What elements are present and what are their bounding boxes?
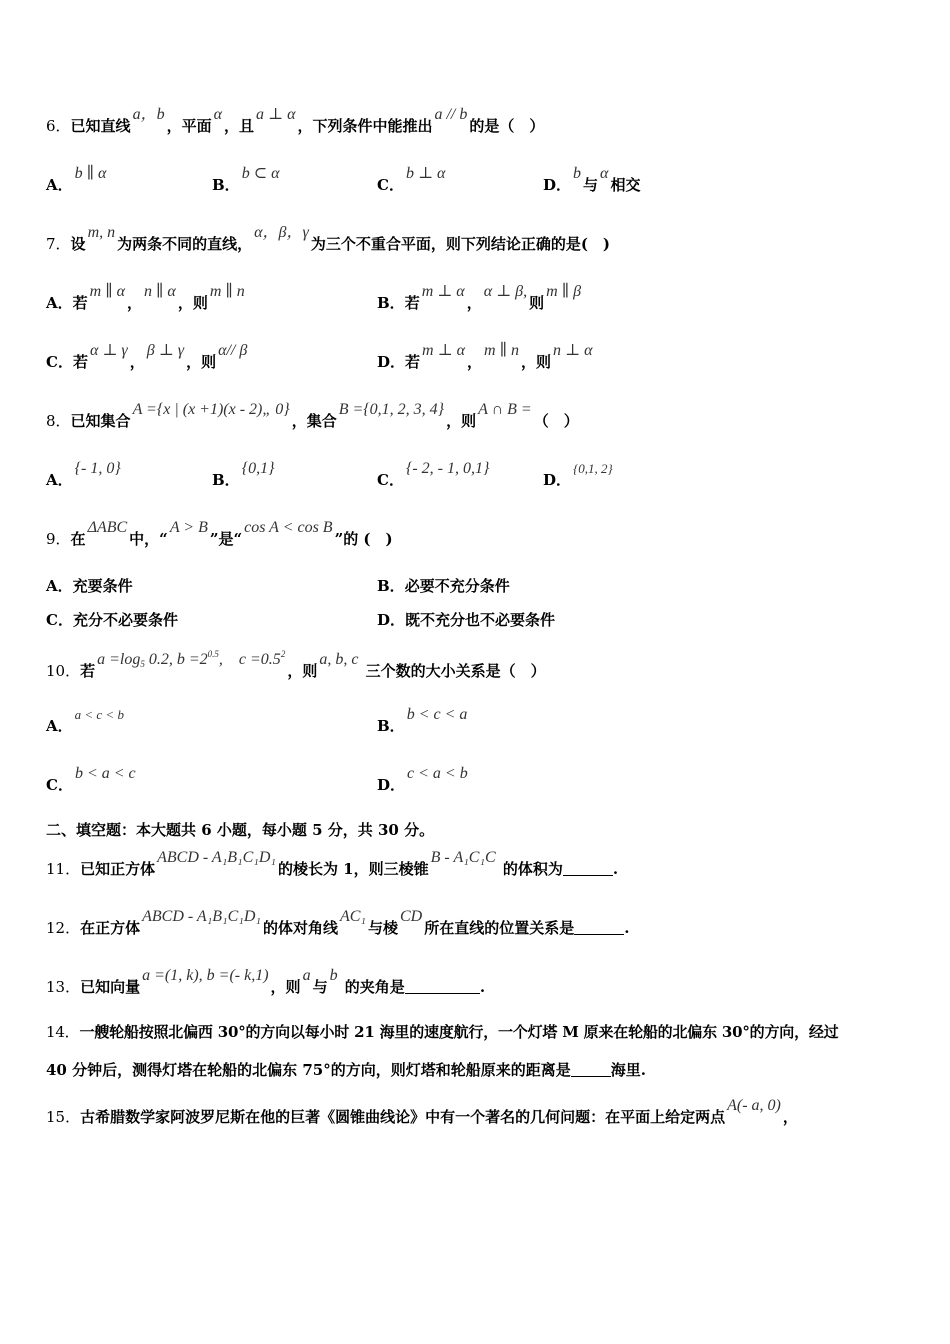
section-heading: 二、填空题：本大题共 6 小题，每小题 5 分，共 30 分。: [46, 821, 435, 839]
answer-blank[interactable]: [574, 920, 624, 935]
question-8: 8．已知集合A ={x | (x +1)(x - 2)„ 0}，集合B ={0,1, 2, 3, 4}，则A ∩ B =（ ）: [46, 401, 579, 430]
question-6: 6．已知直线a，b，平面α，且a ⊥ α，下列条件中能推出a // b的是（ ）: [46, 106, 545, 135]
question-10: 10．若$a =\log_5$ 0.2, $b =2^{0.5}$, $c =0.5^2$，则a, b, c 三个数的大小关系是（ ）: [46, 649, 546, 680]
q7-option-d: D．若m ⊥ α，m ∥ n，则n ⊥ α: [377, 342, 593, 371]
question-13: 13．已知向量a =(1, k), b =(- k,1)，则a与b 的夹角是 .: [46, 967, 486, 996]
q9-option-d: D．既不充分也不必要条件: [377, 611, 556, 629]
answer-blank[interactable]: [405, 979, 480, 994]
question-14-line-1: 14．一艘轮船按照北偏西 30°的方向以每小时 21 海里的速度航行，一个灯塔 M 原来在轮船的北偏东 30°的方向，经过: [46, 1023, 839, 1041]
q10-option-a: A．a < c < b: [46, 707, 124, 735]
math: a ⊥ α: [256, 106, 296, 123]
question-12: 12．在正方体ABCD - A₁B₁C₁D₁的体对角线AC₁与棱CD所在直线的位置关系是 .: [46, 908, 630, 937]
q6-option-a: A．b ∥ α: [46, 165, 107, 194]
question-9: 9．在ΔABC中，“A > B”是“cos A < cos B”的 ( ): [46, 519, 393, 548]
q9-option-a: A．充要条件: [46, 577, 133, 595]
q8-option-d: D．{0,1, 2}: [543, 461, 613, 489]
q10-option-b: B．b < c < a: [377, 706, 468, 735]
q8-option-c: C．{- 2, - 1, 0,1}: [377, 460, 490, 489]
math: α: [213, 106, 222, 123]
math: a，b: [132, 106, 165, 123]
q7-option-b: B．若m ⊥ α，α ⊥ β,则m ∥ β: [377, 283, 582, 312]
math: a // b: [434, 106, 468, 123]
q10-option-d: D．c < a < b: [377, 765, 468, 794]
q9-option-c: C．充分不必要条件: [46, 611, 178, 629]
q6-option-b: B．b ⊂ α: [212, 165, 280, 194]
question-number: 6．: [46, 117, 71, 135]
answer-blank[interactable]: [563, 861, 613, 876]
answer-blank[interactable]: [571, 1062, 611, 1077]
q8-option-b: B．{0,1}: [212, 460, 275, 489]
question-15: 15．古希腊数学家阿波罗尼斯在他的巨著《圆锥曲线论》中有一个著名的几何问题：在平面上给定两点A(- a, 0)，: [46, 1097, 798, 1126]
question-7: 7．设m, n为两条不同的直线，α，β，γ为三个不重合平面，则下列结论正确的是( ): [46, 224, 611, 253]
q7-option-a: A．若m ∥ α，n ∥ α，则m ∥ n: [46, 283, 245, 312]
q6-option-d: D．b与α相交: [543, 165, 641, 194]
q7-option-c: C．若α ⊥ γ，β ⊥ γ，则α// β: [46, 342, 248, 371]
q9-option-b: B．必要不充分条件: [377, 577, 510, 595]
q8-option-a: A．{- 1, 0}: [46, 460, 121, 489]
q6-option-c: C．b ⊥ α: [377, 165, 446, 194]
q10-option-c: C．b < a < c: [46, 765, 136, 794]
question-11: 11．已知正方体ABCD - A₁B₁C₁D₁的棱长为 1，则三棱锥B - A₁C₁C 的体积为 .: [46, 849, 619, 878]
question-14-line-2: 40 分钟后，测得灯塔在轮船的北偏东 75°的方向，则灯塔和轮船原来的距离是 海里.: [46, 1061, 646, 1079]
